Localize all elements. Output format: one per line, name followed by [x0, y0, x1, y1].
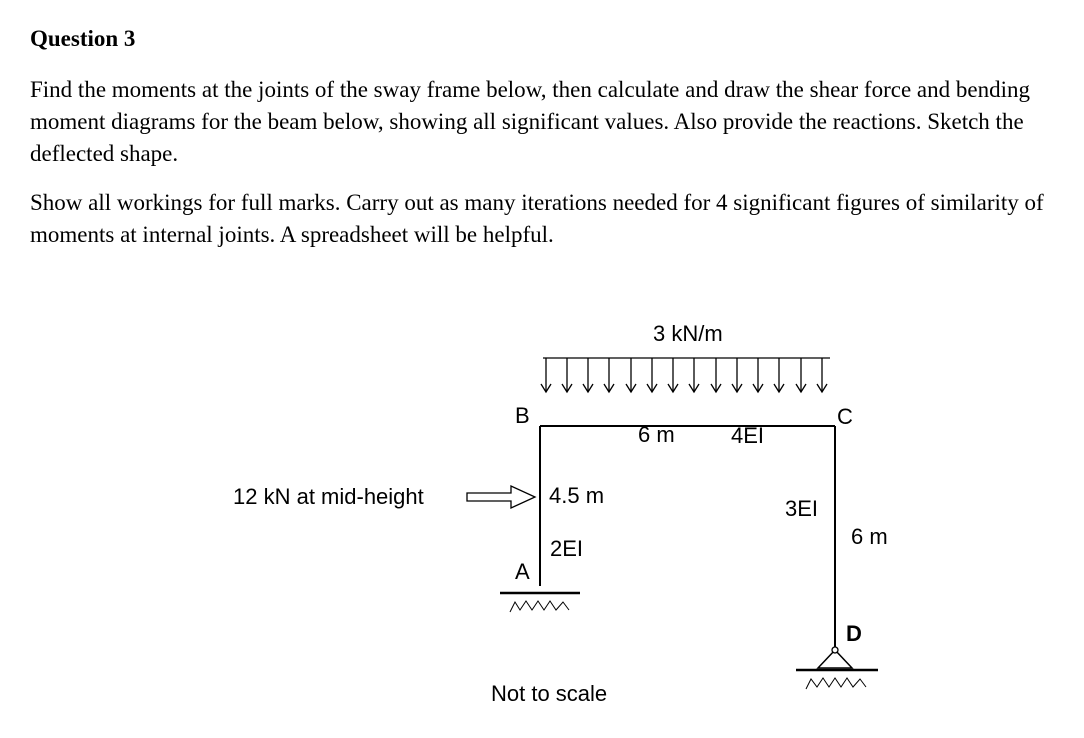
not-to-scale-note: Not to scale — [491, 681, 608, 706]
udl-arrow — [753, 358, 763, 392]
right-column-stiffness-label: 3EI — [785, 496, 819, 521]
udl-arrow — [689, 358, 699, 392]
question-instructions-paragraph: Find the moments at the joints of the sway frame below, then calculate and draw the shear force and bending moment diagrams for the beam below, showing all significant values. Also provide the reactions. Sketch the deflected shape. — [30, 77, 1030, 166]
joint-b-label: B — [515, 403, 530, 428]
udl-arrow — [626, 358, 636, 392]
udl-arrow — [668, 358, 678, 392]
point-load-arrow — [467, 486, 535, 508]
joint-d-label: D — [846, 621, 862, 646]
question-title: Question 3 — [30, 26, 136, 51]
udl-label: 3 kN/m — [653, 321, 723, 346]
joint-c-label: C — [837, 404, 853, 429]
udl-arrow — [562, 358, 572, 392]
left-column-height-label: 4.5 m — [549, 483, 605, 508]
left-column-stiffness-label: 2EI — [550, 536, 584, 561]
udl-arrow — [732, 358, 742, 392]
udl-arrow — [583, 358, 593, 392]
udl-arrow — [647, 358, 657, 392]
fixed-support-a — [500, 593, 580, 612]
right-column-height-label: 6 m — [851, 524, 888, 549]
udl-arrow — [796, 358, 806, 392]
beam-length-label: 6 m — [638, 422, 675, 447]
point-load-label: 12 kN at mid-height — [233, 484, 424, 509]
udl-arrow — [604, 358, 614, 392]
udl-arrows — [541, 358, 830, 392]
beam-stiffness-label: 4EI — [731, 423, 765, 448]
question-workings-paragraph: Show all workings for full marks. Carry out as many iterations needed for 4 significant figures of similarity of moments at internal joints. A spreadsheet will be helpful. — [30, 190, 1044, 247]
pinned-support-d — [796, 647, 878, 689]
udl-arrow — [711, 358, 721, 392]
udl-arrow — [817, 358, 827, 392]
udl-arrow — [541, 358, 551, 392]
udl-arrow — [774, 358, 784, 392]
joint-a-label: A — [515, 559, 530, 584]
